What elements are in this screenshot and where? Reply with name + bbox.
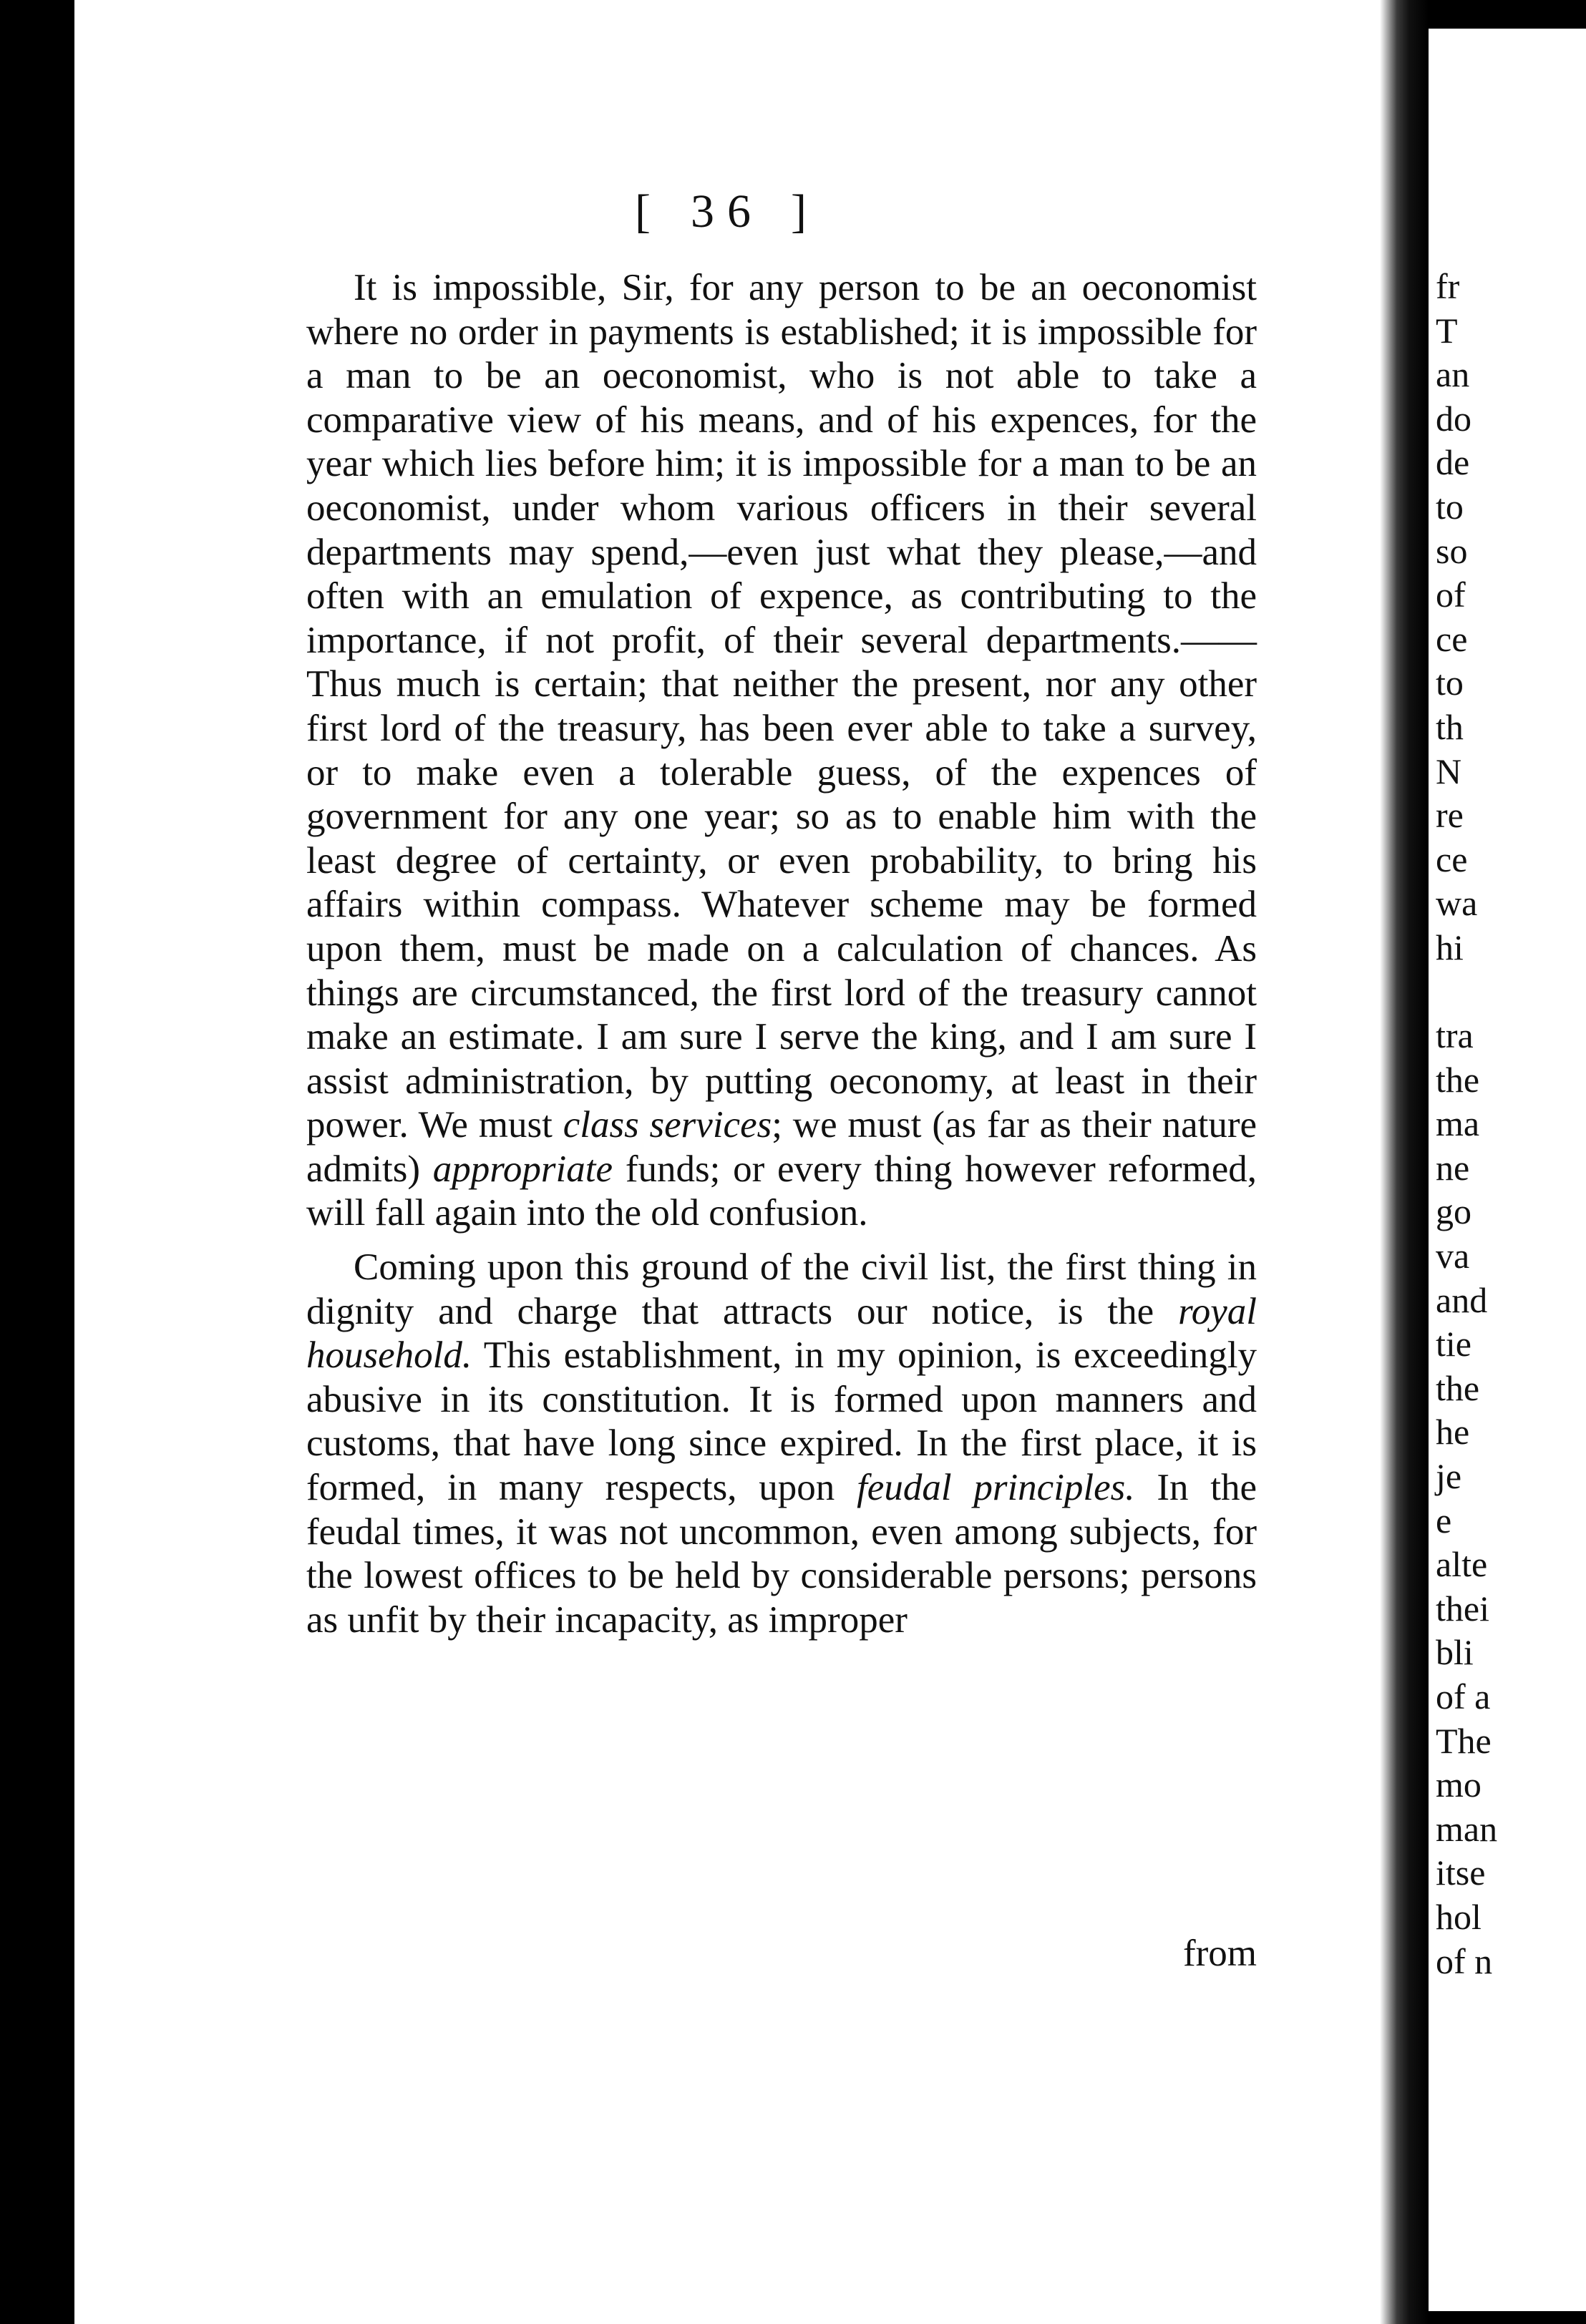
facing-page-line: of n bbox=[1436, 1940, 1493, 1981]
facing-page-line: go bbox=[1436, 1191, 1471, 1232]
facing-page-line: an bbox=[1436, 354, 1470, 395]
italic-phrase: class services bbox=[563, 1104, 772, 1146]
facing-page-line bbox=[1436, 970, 1497, 1015]
facing-page-edge bbox=[1429, 29, 1586, 2311]
facing-page-line: re bbox=[1436, 795, 1464, 836]
paragraph-2 bbox=[306, 1246, 1257, 1642]
body-text bbox=[306, 266, 1257, 1642]
facing-page-line: wa bbox=[1436, 883, 1478, 924]
facing-page-line: hol bbox=[1436, 1896, 1482, 1937]
facing-page-line: fr bbox=[1436, 266, 1460, 306]
facing-page-line: th bbox=[1436, 706, 1464, 747]
page-number: 36 bbox=[691, 185, 764, 238]
facing-page-line: de bbox=[1436, 442, 1470, 483]
facing-page-line: do bbox=[1436, 398, 1471, 439]
facing-page-line: of a bbox=[1436, 1676, 1491, 1717]
facing-page-line: thei bbox=[1436, 1588, 1489, 1629]
facing-page-line: of bbox=[1436, 575, 1466, 615]
facing-page-line: je bbox=[1436, 1456, 1462, 1497]
catchword: from bbox=[1182, 1933, 1257, 1974]
facing-page-line: T bbox=[1436, 310, 1458, 351]
paragraph-segment: It is impossible, Sir, for any person to be an oeconomist where no order in payments is established; it is impossible for a man to be an oeconomist, who is not able to take a comparative view of his means, and of his expences, for the year which lies before him; it is impossible for a man to be an oeconomist, under whom various officers in their several departments may spend,—even just what they please,—and often with an emulation of expence, as contributing to the importance, if not profit, of their several departments.—— Thus much is certain; that neither the present, nor any other first lord of the treasury, has been ever able to take a survey, or to make even a tolerable guess, of the expences of government for any one year; so as to enable him with the least degree of certainty, or even probability, to bring his affairs within compass. Whatever scheme may be formed upon them, must be made on a calculation of chances. As things are circumstanced, the first lord of the treasury cannot make an estimate. I am sure I serve the king, and I am sure I assist administration, by putting oeconomy, at least in their power. We must bbox=[306, 267, 1257, 1146]
paragraph-segment: Coming upon this ground of the civil list, the first thing in dignity and charge that attracts our notice, is the bbox=[306, 1246, 1257, 1332]
facing-page-line: to bbox=[1436, 486, 1464, 527]
facing-page-line: hi bbox=[1436, 927, 1464, 967]
facing-page-line: and bbox=[1436, 1279, 1488, 1320]
facing-page-fragments bbox=[1436, 265, 1497, 1983]
facing-page-line: the bbox=[1436, 1367, 1480, 1408]
bracket-open: [ bbox=[635, 185, 663, 238]
paragraph-segment: funds; or every thing however reformed, will fall again into the old confusion. bbox=[306, 1148, 1257, 1234]
facing-page-line: to bbox=[1436, 663, 1464, 703]
facing-page-line: N bbox=[1436, 751, 1462, 791]
facing-page-line: man bbox=[1436, 1808, 1498, 1849]
facing-page-line: tie bbox=[1436, 1324, 1471, 1364]
facing-page-line: e bbox=[1436, 1500, 1452, 1541]
facing-page-line: ce bbox=[1436, 618, 1468, 659]
facing-page-line: va bbox=[1436, 1236, 1470, 1276]
facing-page-line: alte bbox=[1436, 1544, 1488, 1585]
italic-phrase: appropriate bbox=[432, 1148, 613, 1190]
paragraph-segment: In the feudal times, it was not uncommon, even among subjects, for the lowest offices to be held by considerable persons; persons as unfit by their incapacity, as improper bbox=[306, 1467, 1257, 1641]
book-gutter bbox=[1380, 0, 1429, 2324]
paragraph-segment: ; we must (as far as their nature admits) bbox=[306, 1104, 1257, 1190]
facing-page-line: tra bbox=[1436, 1015, 1474, 1056]
paragraph-1 bbox=[306, 266, 1257, 1236]
facing-page-line: bli bbox=[1436, 1632, 1474, 1673]
paragraph-segment: This establishment, in my opinion, is exceedingly abusive in its constitution. It is formed upon manners and customs, that have long since expired. In the first place, it is formed, in many respects, upon bbox=[306, 1334, 1257, 1509]
facing-page-line: The bbox=[1436, 1720, 1492, 1761]
facing-page-line: so bbox=[1436, 530, 1468, 571]
facing-page-line: ce bbox=[1436, 839, 1468, 879]
bracket-close: ] bbox=[791, 185, 819, 238]
facing-page-line: mo bbox=[1436, 1764, 1482, 1805]
facing-page-line: ma bbox=[1436, 1103, 1480, 1144]
facing-page-line: itse bbox=[1436, 1852, 1486, 1893]
italic-phrase: feudal principles. bbox=[857, 1467, 1135, 1509]
facing-page-line: ne bbox=[1436, 1147, 1470, 1188]
facing-page-line: the bbox=[1436, 1059, 1480, 1100]
italic-phrase: royal household. bbox=[306, 1290, 1257, 1377]
page-header bbox=[74, 185, 1380, 239]
facing-page-line: he bbox=[1436, 1412, 1470, 1452]
